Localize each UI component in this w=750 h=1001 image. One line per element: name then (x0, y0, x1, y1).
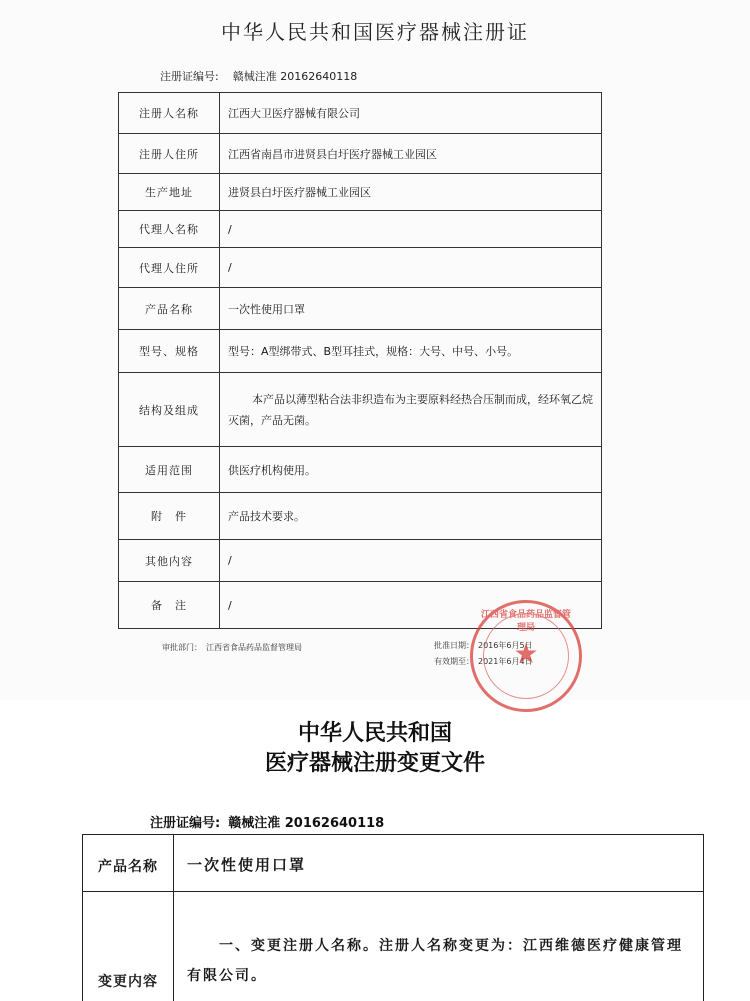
row-value: / (220, 248, 602, 288)
row-label: 产品名称 (119, 288, 220, 330)
change-doc-table (82, 834, 704, 1001)
table-row (119, 93, 602, 134)
row-value: / (220, 582, 602, 629)
row-label: 结构及组成 (119, 373, 220, 447)
row-value: 产品技术要求。 (220, 493, 602, 540)
row-label: 代理人名称 (119, 211, 220, 248)
change-doc-title-line2: 医疗器械注册变更文件 (264, 750, 485, 776)
approval-date: 批准日期： 2016年6月5日 (434, 641, 533, 650)
row-value: 型号：A型绑带式、B型耳挂式，规格：大号、中号、小号。 (220, 330, 602, 373)
reg-number-value: 赣械注准 20162640118 (232, 70, 358, 83)
table-row (83, 835, 703, 892)
table-row (119, 447, 602, 493)
row-label: 型号、规格 (119, 330, 220, 373)
row-value: / (220, 211, 602, 248)
table-row (119, 540, 602, 582)
approval-department: 审批部门： 江西省食品药品监督管理局 (162, 643, 302, 652)
change-doc-reg-number (150, 812, 392, 831)
row-value: 江西省南昌市进贤县白圩医疗器械工业园区 (220, 134, 602, 174)
table-row (119, 174, 602, 211)
row-label: 注册人住所 (119, 134, 220, 174)
table-row (119, 493, 602, 540)
row-value: 进贤县白圩医疗器械工业园区 (220, 174, 602, 211)
table-row (119, 211, 602, 248)
table-row (119, 288, 602, 330)
product-name-value: 一次性使用口罩 (187, 856, 307, 874)
product-name-label: 产品名称 (98, 859, 158, 875)
reg-number-value: 赣械注准 20162640118 (228, 816, 385, 831)
star-icon: ★ (513, 637, 539, 670)
row-label: 适用范围 (119, 447, 220, 493)
certificate-title: 中华人民共和国医疗器械注册证 (221, 20, 529, 44)
table-row (119, 248, 602, 288)
seal-text: 江西省食品药品监督管理局 (480, 610, 571, 633)
table-row (119, 134, 602, 174)
row-label: 注册人名称 (119, 93, 220, 134)
official-seal (470, 600, 582, 712)
reg-number-label: 注册证编号: (160, 70, 219, 83)
change-content-label: 变更内容 (98, 974, 158, 990)
row-label: 备 注 (119, 582, 220, 629)
row-value: 供医疗机构使用。 (220, 447, 602, 493)
change-doc-title-line1: 中华人民共和国 (297, 720, 452, 746)
row-value: 本产品以薄型粘合法非织造布为主要原料经热合压制而成，经环氧乙烷灭菌，产品无菌。 (220, 373, 602, 447)
row-value: / (220, 540, 602, 582)
table-row (119, 373, 602, 447)
row-value: 江西大卫医疗器械有限公司 (220, 93, 602, 134)
row-label: 生产地址 (119, 174, 220, 211)
reg-number-label: 注册证编号: (150, 816, 221, 831)
certificate-table (118, 92, 602, 629)
row-label: 代理人住所 (119, 248, 220, 288)
row-label: 附 件 (119, 493, 220, 540)
valid-until: 有效期至： 2021年6月4日 (434, 657, 533, 666)
certificate-reg-number (160, 68, 371, 84)
row-value: 一次性使用口罩 (220, 288, 602, 330)
table-row (119, 330, 602, 373)
change-content-text: 一、变更注册人名称。注册人名称变更为：江西维德医疗健康管理有限公司。 (187, 938, 683, 984)
row-label: 其他内容 (119, 540, 220, 582)
